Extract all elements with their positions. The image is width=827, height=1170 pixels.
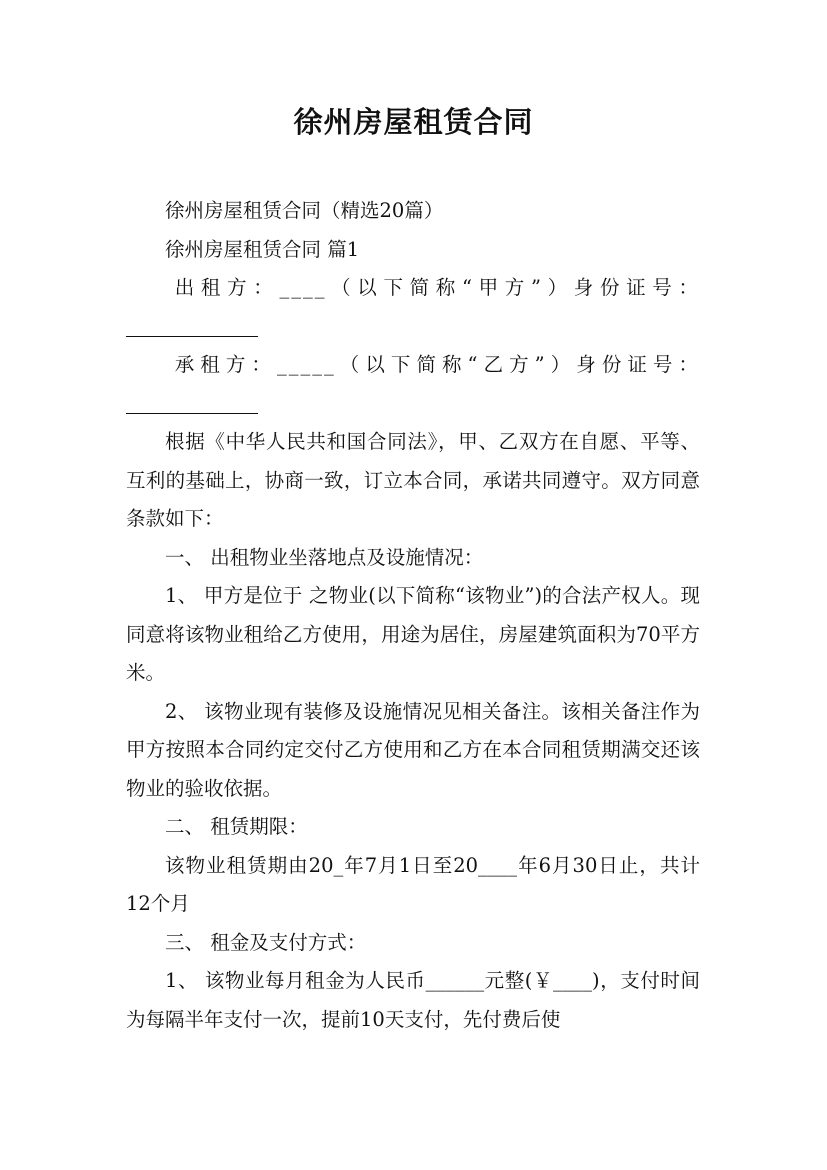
paragraph-clause-3-heading: 三、 租金及支付方式：: [165, 930, 367, 954]
paragraph-clause-1-2: 2、 该物业现有装修及设施情况见相关备注。该相关备注作为甲方按照本合同约定交付乙方使用和乙方在本合同租赁期满交还该物业的验收依据。: [126, 699, 700, 800]
paragraph-clause-3-1: 1、 该物业每月租金为人民币______元整(￥____)，支付时间为每隔半年支付一次，提前10天支付，先付费后使: [126, 969, 700, 1031]
paragraph-section-heading: 徐州房屋租赁合同 篇1: [165, 237, 360, 261]
document-title: 徐州房屋租赁合同: [293, 105, 534, 139]
paragraph-clause-2-heading: 二、 租赁期限：: [165, 815, 308, 838]
lessee-id-blank: [126, 385, 258, 424]
paragraph-clause-2-body: 该物业租赁期由20_年7月1日至20____年6月30日止，共计12个月: [126, 853, 700, 915]
paragraph-preamble: 根据《中华人民共和国合同法》，甲、乙双方在自愿、平等、互利的基础上，协商一致，订立本合同，承诺共同遵守。双方同意条款如下：: [126, 430, 700, 530]
paragraph-clause-1-heading: 一、 出租物业坐落地点及设施情况：: [165, 545, 484, 569]
paragraph-lessee: 承租方：_____（以下简称“乙方”）身份证号：: [174, 353, 700, 376]
document-body: [126, 192, 700, 1039]
lessor-id-blank: [126, 308, 258, 347]
paragraph-clause-1-1: 1、 甲方是位于 之物业(以下简称“该物业”)的合法产权人。现同意将该物业租给乙方使用，用途为居住，房屋建筑面积为70平方米。: [126, 584, 700, 684]
paragraph-subtitle: 徐州房屋租赁合同（精选20篇）: [165, 199, 444, 222]
paragraph-lessor: 出租方：____（以下简称“甲方”）身份证号：: [174, 276, 700, 299]
